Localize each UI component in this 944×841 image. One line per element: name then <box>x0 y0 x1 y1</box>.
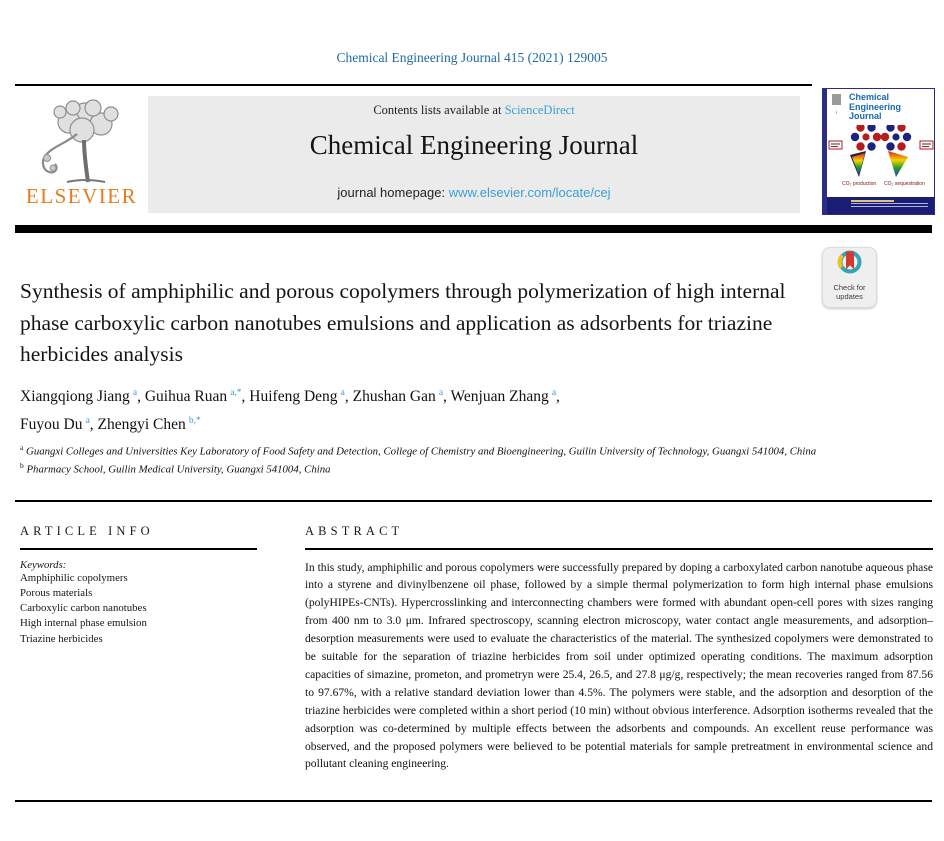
top-divider <box>15 84 812 86</box>
header-thick-divider <box>15 225 932 233</box>
cover-title-line1: Chemical <box>849 92 890 102</box>
crossmark-icon <box>833 248 867 278</box>
citation-header: Chemical Engineering Journal 415 (2021) 129005 <box>336 50 608 65</box>
author-affiliation-sup[interactable]: a <box>132 388 138 398</box>
keyword-item: Porous materials <box>20 586 93 599</box>
journal-header-band <box>148 96 800 213</box>
journal-title: Chemical Engineering Journal <box>309 130 639 160</box>
article-info-column <box>20 524 257 647</box>
author-affiliation-sup[interactable]: b,* <box>188 416 201 427</box>
affiliation-b: $^b$ Pharmacy School, Guilin Medical University, Guangxi 541004, China <box>20 461 331 476</box>
author-affiliation-sup[interactable]: a <box>340 388 345 398</box>
abstract-text: In this study, amphiphilic and porous copolymers were successfully prepared by doping a carboxylated carbon nanotube aqueous phase into a styrene and divinylbenzene oil phase, followed by a simple thermal polymerization to form high internal phase emulsions (polyHIPEs-CNTs). Hypercrosslinking and interconnecting chambers were formed with abundant open-cell pores with sizes ranging from 400 nm to 3.0 μm. Infrared spectroscopy, scanning electron microscopy, water contact angle measurements, and adsorption–desorption measurements were used to evaluate the characteristics of the material. The synthesized copolymers were demonstrated to be suitable for the separation of triazine herbicides from soil under optimized operating conditions. The maximum adsorption capacities of simazine, prometon, and prometryn were 25.4, 26.5, and 27.8 μg/g, respectively; the mean recoveries ranged from 87.56 to 97.67%, with a relative standard deviation lower than 4.5%. The polymers were stable, and the adsorption and desorption of the triazine herbicides were completed within a short period (10 min) without obvious interference. Adsorption isotherms revealed that the adsorption was co-determined by multiple effects between the adsorbents and compounds. An excellent reuse performance was observed, and the proposed polymers were believed to be potential materials for sample pretreatment in environmental science and pollutant cleaning engineering. <box>305 560 933 771</box>
elsevier-tree-icon <box>18 94 145 186</box>
author-name: Zhushan Gan <box>352 388 436 406</box>
author-name: Fuyou Du <box>20 416 83 434</box>
author-list <box>20 381 818 437</box>
page-bottom-divider <box>15 800 932 802</box>
author-affiliation-sup[interactable]: a <box>85 416 90 427</box>
crossmark-label <box>823 284 876 301</box>
author-affiliation-sup[interactable]: a <box>551 388 557 398</box>
abstract-column <box>305 524 933 773</box>
author-affiliation-sup[interactable]: a,* <box>230 388 242 398</box>
cover-caption-left: CO₂ production <box>842 181 877 187</box>
homepage-prefix: journal homepage: <box>337 185 449 200</box>
section-top-divider <box>15 500 932 502</box>
keyword-item: Carboxylic carbon nanotubes <box>20 602 147 615</box>
author-name: Xiangqiong Jiang <box>20 388 130 406</box>
keywords-label: Keywords: <box>20 558 67 571</box>
contents-line <box>148 103 800 118</box>
homepage-link[interactable]: www.elsevier.com/locate/cej <box>448 185 611 200</box>
article-info-rule <box>20 548 257 550</box>
author-line-2: Fuyou Du $^a$, Zhengyi Chen $^{b,*}$ <box>20 416 201 434</box>
cover-title <box>849 93 901 122</box>
author-name: Zhengyi Chen <box>97 416 186 434</box>
author-name: Wenjuan Zhang <box>450 388 549 406</box>
contents-prefix: Contents lists available at <box>373 103 505 117</box>
affiliations <box>20 441 820 478</box>
article-title: Synthesis of amphiphilic and porous copolymers through polymerization of high internal phase carboxylic carbon nanotubes emulsions and application as adsorbents for triazine herbicides analysis <box>20 279 786 366</box>
cover-footer-band <box>827 197 934 214</box>
journal-cover-thumbnail <box>822 88 935 215</box>
author-name: Guihua Ruan <box>144 388 228 406</box>
cover-title-line3: Journal <box>849 111 882 121</box>
abstract-heading: ABSTRACT <box>305 524 404 538</box>
elsevier-logo <box>18 94 145 214</box>
keyword-item: Amphiphilic copolymers <box>20 571 128 584</box>
homepage-line <box>148 185 800 200</box>
keyword-item: High internal phase emulsion <box>20 617 147 630</box>
crossmark-label-line2: updates <box>836 291 863 301</box>
crossmark-label-line1: Check for <box>833 283 866 292</box>
elsevier-wordmark: ELSEVIER <box>25 184 138 208</box>
cover-artwork <box>828 125 934 191</box>
abstract-rule <box>305 548 933 550</box>
affiliation-a: $^a$ Guangxi Colleges and Universities Key Laboratory of Food Safety and Detection, College of Chemistry and Bioengineering, Guilin University of Technology, Guangxi 541004, China <box>20 443 817 458</box>
article-info-heading: ARTICLE INFO <box>20 524 154 538</box>
cover-elsevier-mark-icon <box>832 94 841 105</box>
author-affiliation-sup[interactable]: a <box>438 388 444 398</box>
author-line-1: Xiangqiong Jiang $^a$, Guihua Ruan $^{a,*}$, Huifeng Deng $^a$, Zhushan Gan $^a$, Wenjuan Zhang $^a$, <box>20 388 560 406</box>
author-name: Huifeng Deng <box>249 388 338 406</box>
cover-caption-right: CO₂ sequestration <box>884 181 925 187</box>
keyword-item: Triazine herbicides <box>20 632 103 645</box>
cover-title-line2: Engineering <box>849 101 902 112</box>
check-for-updates-badge[interactable] <box>822 247 877 308</box>
sciencedirect-link[interactable]: ScienceDirect <box>504 103 575 117</box>
